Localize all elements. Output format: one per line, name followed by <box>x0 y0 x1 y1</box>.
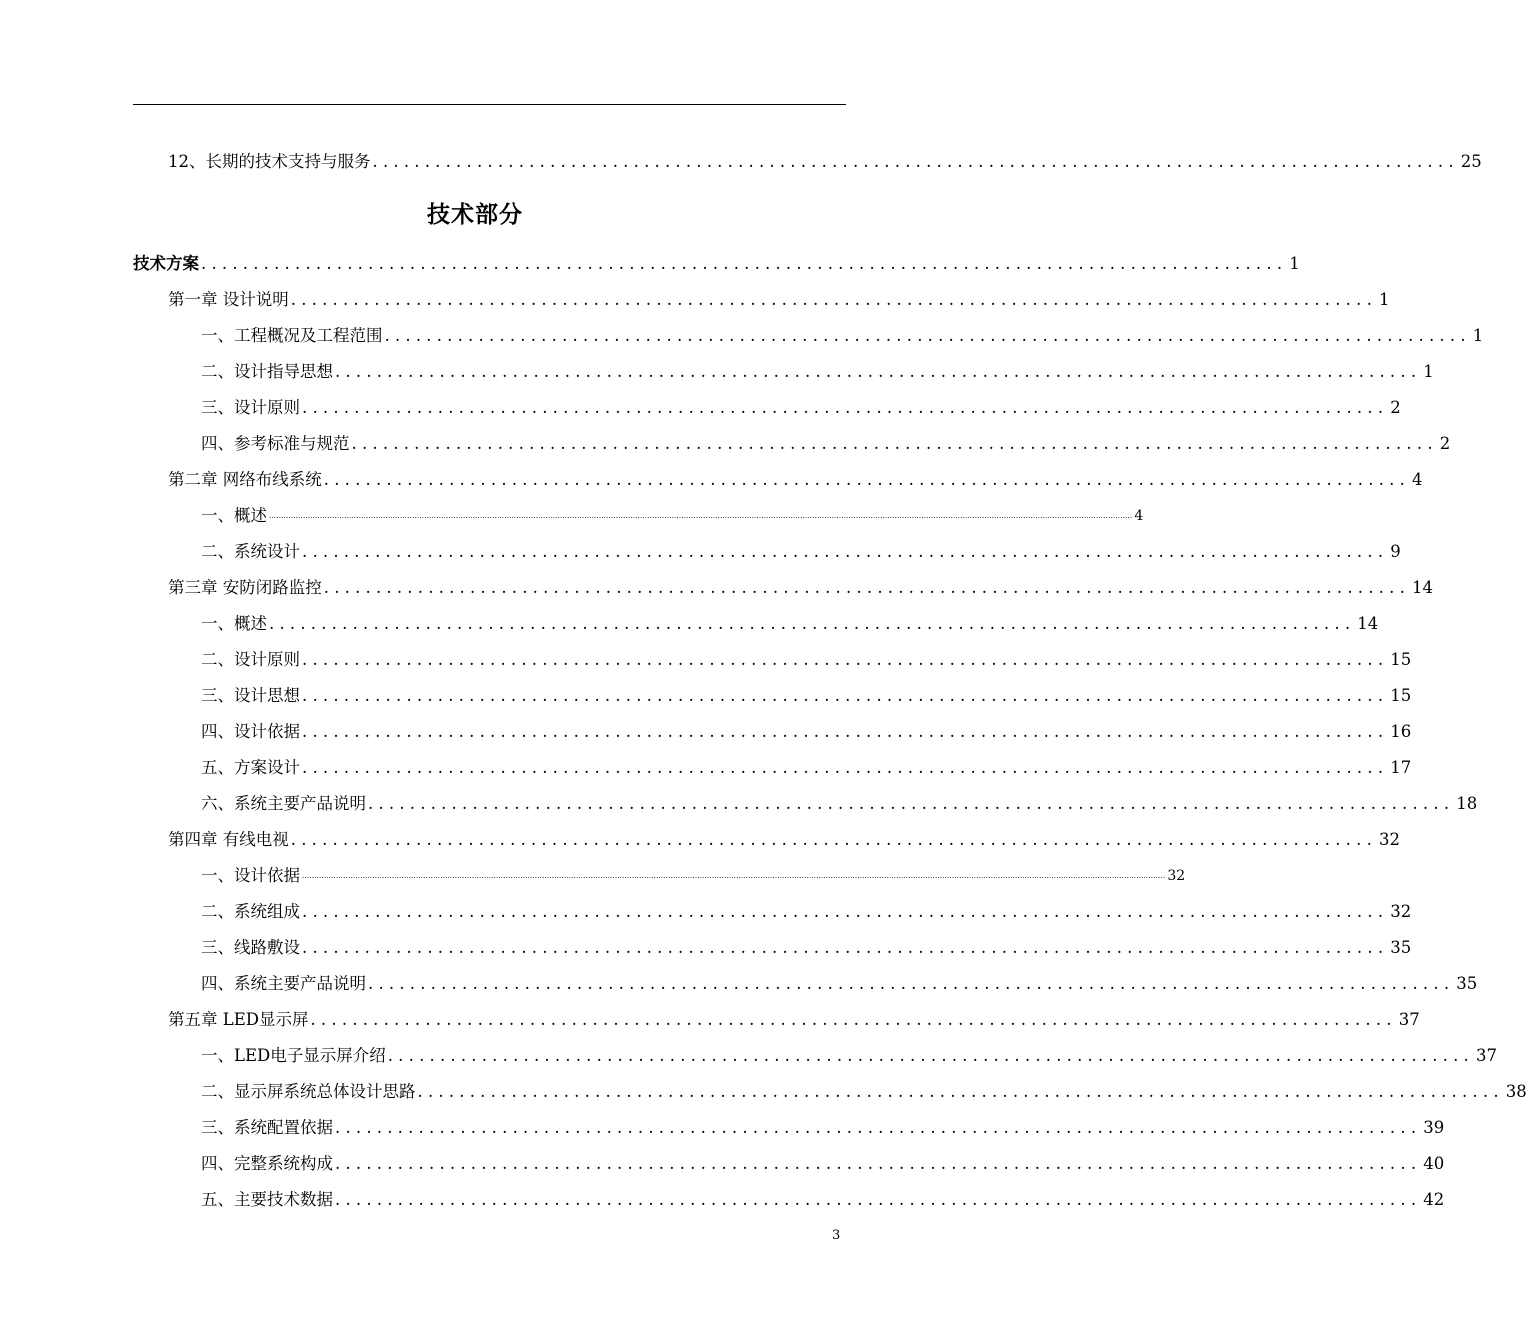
toc-entry[interactable] <box>133 358 1434 382</box>
toc-entry-page: 32 <box>1390 902 1412 921</box>
toc-entry[interactable] <box>133 286 1390 310</box>
toc-entry-page: 9 <box>1390 542 1401 561</box>
dot-leader: ........................................................................................................ <box>302 938 1389 957</box>
toc-entry-label: 12、长期的技术支持与服务 <box>168 152 371 171</box>
toc-entry-label: 四、设计依据 <box>201 722 300 741</box>
toc-entry[interactable] <box>133 718 1412 742</box>
dot-leader: ........................................................................................................ <box>302 722 1389 741</box>
toc-entry-label: 三、设计思想 <box>201 686 300 705</box>
toc-entry-label: 三、线路敷设 <box>201 938 300 957</box>
toc-entry-label: 一、设计依据 <box>201 866 300 885</box>
toc-entry-page: 39 <box>1423 1118 1445 1137</box>
dot-leader: .................................................................................................................................................................................................................................................................................................................................................................... <box>302 872 1166 880</box>
toc-entry[interactable] <box>133 934 1412 958</box>
toc-entry-page: 37 <box>1398 1010 1420 1029</box>
toc-entry-page: 14 <box>1412 578 1434 597</box>
toc-entry[interactable] <box>133 1150 1445 1174</box>
toc-entry[interactable] <box>133 148 1482 172</box>
toc-entry[interactable] <box>133 538 1401 562</box>
dot-leader: ........................................................................................................ <box>302 758 1389 777</box>
dot-leader: ........................................................................................................ <box>310 1010 1397 1029</box>
dot-leader: ........................................................................................................ <box>387 1046 1475 1065</box>
page-number: 3 <box>832 1228 841 1243</box>
toc-entry-label: 第四章 有线电视 <box>168 830 289 849</box>
toc-entry-page: 16 <box>1390 722 1412 741</box>
toc-entry-page: 32 <box>1379 830 1401 849</box>
dot-leader: ........................................................................................................ <box>269 614 1356 633</box>
toc-entry[interactable] <box>133 394 1401 418</box>
toc-entry-page: 1 <box>1472 326 1484 345</box>
dot-leader: ........................................................................................................ <box>335 1154 1422 1173</box>
dot-leader: ........................................................................................................ <box>290 290 1378 309</box>
toc-entry-label: 一、工程概况及工程范围 <box>201 326 383 345</box>
dot-leader: ........................................................................................................ <box>290 830 1378 849</box>
toc-entry-page: 15 <box>1390 650 1412 669</box>
toc-entry-page: 35 <box>1390 938 1412 957</box>
toc-entry[interactable] <box>133 1042 1498 1066</box>
toc-entry[interactable] <box>133 682 1412 706</box>
toc-entry-label: 第一章 设计说明 <box>168 290 289 309</box>
toc-entry[interactable] <box>133 646 1412 670</box>
section-title: 技术部分 <box>427 202 523 228</box>
dot-leader: ........................................................................................................ <box>368 974 1455 993</box>
toc-entry-page: 1 <box>1379 290 1390 309</box>
toc-entry-page: 15 <box>1390 686 1412 705</box>
dot-leader: ........................................................................................................ <box>335 1190 1422 1209</box>
dot-leader: ........................................................................................................ <box>335 362 1422 381</box>
toc-entry-label: 六、系统主要产品说明 <box>201 794 366 813</box>
toc-entry[interactable] <box>133 430 1451 454</box>
dot-leader: ........................................................................................................ <box>323 578 1411 597</box>
dot-leader: ........................................................................................................ <box>384 326 1471 345</box>
toc-entry-label: 四、完整系统构成 <box>201 1154 333 1173</box>
toc-entry-page: 38 <box>1505 1082 1527 1101</box>
toc-entry-page: 25 <box>1460 152 1482 171</box>
toc-entry-label: 二、设计原则 <box>201 650 300 669</box>
toc-entry-page: 17 <box>1390 758 1412 777</box>
toc-entry[interactable] <box>133 1078 1527 1102</box>
toc-entry-page: 1 <box>1289 254 1300 273</box>
dot-leader: ........................................................................................................ <box>302 398 1389 417</box>
dot-leader: ........................................................................................................ <box>417 1082 1504 1101</box>
toc-entry[interactable] <box>133 322 1484 346</box>
toc-entry-label: 一、概述 <box>201 506 267 525</box>
toc-entry[interactable] <box>133 466 1423 490</box>
toc-entry-label: 一、概述 <box>201 614 267 633</box>
dot-leader: ........................................................................................................ <box>302 650 1389 669</box>
header-rule <box>133 104 846 105</box>
toc-entry[interactable] <box>133 754 1412 778</box>
toc-entry-page: 37 <box>1476 1046 1498 1065</box>
toc-entry-label: 二、系统组成 <box>201 902 300 921</box>
dot-leader: ........................................................................................................ <box>201 254 1288 273</box>
toc-entry[interactable] <box>133 250 1300 274</box>
toc-entry-label: 五、方案设计 <box>201 758 300 777</box>
toc-entry[interactable] <box>133 610 1379 634</box>
toc-entry-page: 40 <box>1423 1154 1445 1173</box>
toc-entry[interactable] <box>133 1114 1445 1138</box>
toc-entry-label: 技术方案 <box>133 254 199 273</box>
toc-entry-label: 四、参考标准与规范 <box>201 434 350 453</box>
toc-entry-page: 2 <box>1390 398 1401 417</box>
dot-leader: ........................................................................................................ <box>335 1118 1422 1137</box>
toc-entry-label: 四、系统主要产品说明 <box>201 974 366 993</box>
toc-entry-label: 第三章 安防闭路监控 <box>168 578 322 597</box>
dot-leader: ........................................................................................................ <box>302 902 1389 921</box>
toc-entry[interactable] <box>133 826 1401 850</box>
toc-entry[interactable] <box>133 1186 1445 1210</box>
dot-leader: ........................................................................................................ <box>302 542 1389 561</box>
dot-leader: ........................................................................................................ <box>302 686 1389 705</box>
dot-leader: ........................................................................................................ <box>372 152 1459 171</box>
toc-entry[interactable] <box>133 970 1478 994</box>
toc-entry-page: 4 <box>1134 508 1144 524</box>
toc-entry-page: 4 <box>1412 470 1423 489</box>
toc-entry-label: 一、LED电子显示屏介绍 <box>201 1046 386 1065</box>
toc-entry-label: 二、系统设计 <box>201 542 300 561</box>
toc-entry[interactable] <box>133 898 1412 922</box>
toc-entry-page: 32 <box>1167 868 1186 884</box>
toc-entry-label: 第五章 LED显示屏 <box>168 1010 309 1029</box>
dot-leader: ........................................................................................................ <box>323 470 1411 489</box>
toc-entry-label: 三、系统配置依据 <box>201 1118 333 1137</box>
dot-leader: ........................................................................................................ <box>368 794 1455 813</box>
toc-entry-page: 14 <box>1357 614 1379 633</box>
toc-entry-label: 三、设计原则 <box>201 398 300 417</box>
toc-entry[interactable] <box>133 790 1478 814</box>
toc-entry-page: 18 <box>1456 794 1478 813</box>
toc-entry[interactable] <box>133 862 1186 886</box>
toc-entry-page: 2 <box>1439 434 1451 453</box>
dot-leader: ........................................................................................................ <box>351 434 1438 453</box>
toc-entry-page: 35 <box>1456 974 1478 993</box>
toc-entry-label: 二、显示屏系统总体设计思路 <box>201 1082 416 1101</box>
toc-entry[interactable] <box>133 574 1434 598</box>
toc-entry-label: 五、主要技术数据 <box>201 1190 333 1209</box>
toc-entry-label: 第二章 网络布线系统 <box>168 470 322 489</box>
toc-entry-page: 42 <box>1423 1190 1445 1209</box>
dot-leader: .................................................................................................................................................................................................................................................................................................................................................................... <box>269 512 1133 520</box>
toc-entry-label: 二、设计指导思想 <box>201 362 333 381</box>
toc-entry-page: 1 <box>1423 362 1434 381</box>
toc-entry[interactable] <box>133 1006 1420 1030</box>
toc-entry[interactable] <box>133 502 1144 526</box>
